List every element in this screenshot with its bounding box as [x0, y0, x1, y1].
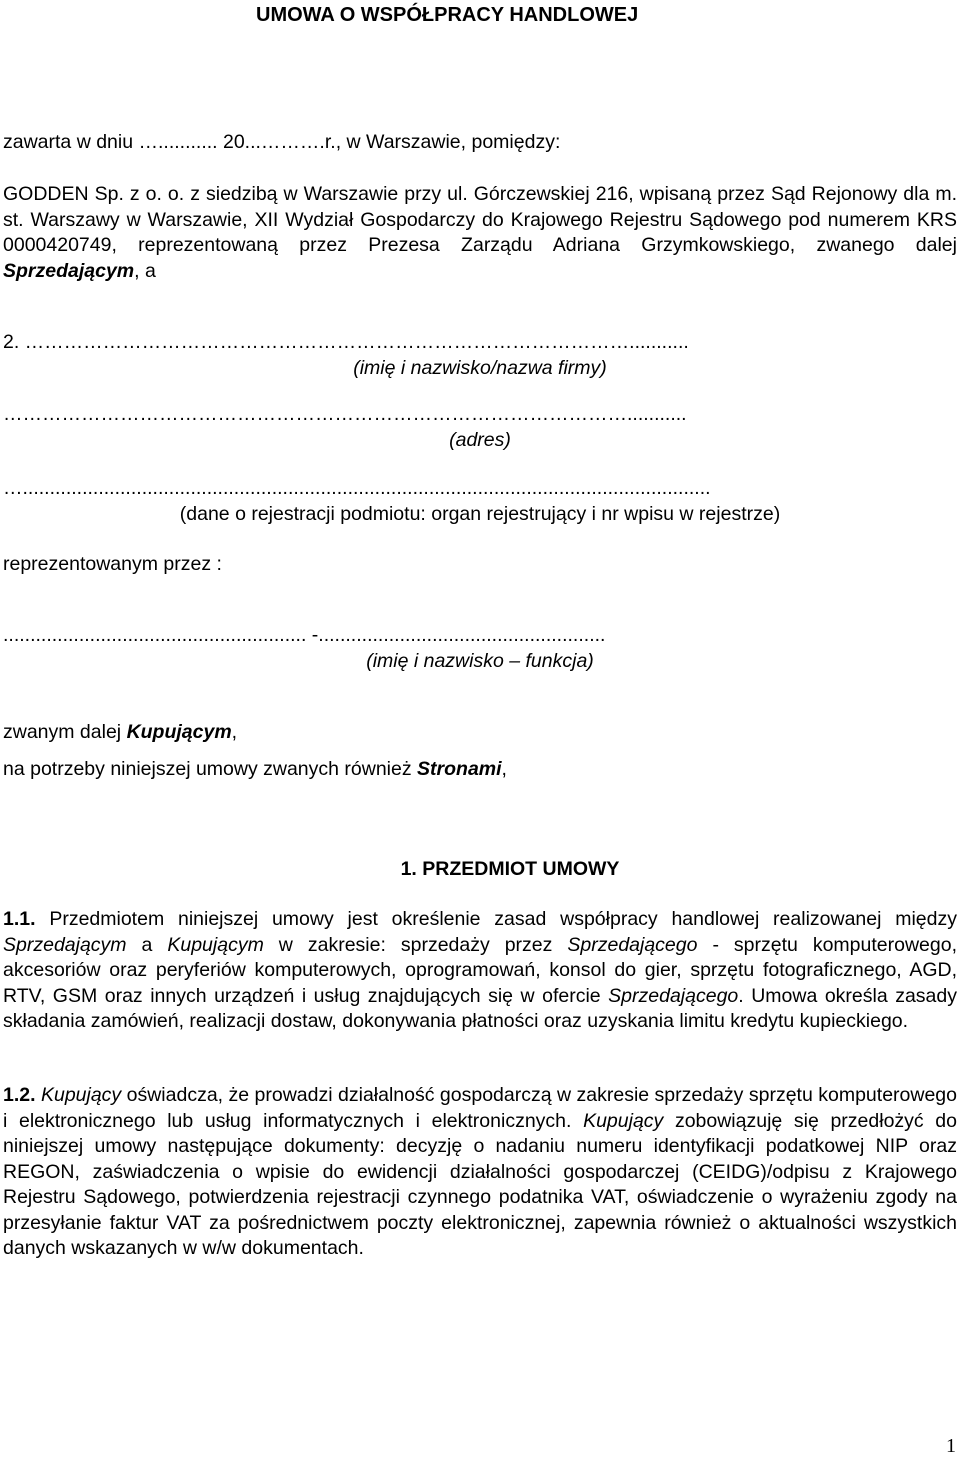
seller-text: GODDEN Sp. z o. o. z siedzibą w Warszawie przy ul. Górczewskiej 216, wpisaną przez Sąd Rejonowy dla m. st. Warszawy w Warszawie, XII Wydział Gospodarczy do Krajowego Rejestru Sądowego pod numerem KRS 0000420749, reprezentowaną przez Prezesa Zarządu Adriana Grzymkowskiego, zwanego dalej	[3, 183, 957, 256]
parties-label-end: ,	[501, 758, 507, 780]
section-heading: 1. PRZEDMIOT UMOWY	[400, 858, 620, 880]
clause-number: 1.1.	[3, 908, 36, 930]
party-name: Sprzedającego	[608, 984, 739, 1007]
intro-line: zawarta w dniu …........... 20...……….r., w Warszawie, pomiędzy:	[3, 131, 561, 153]
clause-text: oświadcza, że prowadzi działalność gospodarczą w zakresie sprzedaży sprzętu komputerowego i elektronicznego lub usług informatycznych i elektronicznych.	[3, 1084, 957, 1132]
party-name: Kupujący	[40, 1084, 122, 1106]
document-page	[3, 0, 957, 1459]
buyer-label-end: ,	[231, 721, 238, 743]
buyer-name-line: 2. …………………………………………………………………………………...........	[3, 331, 689, 353]
buyer-role: Kupującym	[126, 721, 232, 743]
party-name: Sprzedającego	[567, 933, 698, 956]
parties-label-line	[3, 757, 957, 783]
seller-text-end: , a	[134, 259, 156, 282]
buyer-address-line: ……………………………………………………………………………………...........	[3, 403, 687, 425]
clause-text: . Umowa określa zasady składania zamówień, realizacji dostaw, dokonywania płatności oraz uzyskania limitu kredytu kupieckiego.	[3, 984, 957, 1032]
buyer-label-text: zwanym dalej	[3, 721, 127, 743]
clause-text: a	[126, 933, 168, 956]
representative-line: ........................................................ -.....................................................	[3, 624, 606, 646]
buyer-address-caption: (adres)	[449, 429, 511, 451]
buyer-registration-line: …...............................................................................................................................	[3, 477, 711, 499]
page-number: 1	[946, 1435, 956, 1457]
clause-text: - sprzętu komputerowego, akcesoriów oraz peryferiów komputerowych, oprogramowań, konsol do gier, sprzętu fotograficznego, AGD, RTV, GSM oraz innych urządzeń i usług znajdujących się w ofercie	[3, 933, 957, 1007]
document-title: UMOWA O WSPÓŁPRACY HANDLOWEJ	[256, 4, 639, 26]
seller-paragraph	[3, 182, 957, 284]
representative-caption: (imię i nazwisko – funkcja)	[366, 650, 594, 672]
parties-label-text: na potrzeby niniejszej umowy zwanych również	[3, 758, 418, 780]
clause-number: 1.2.	[3, 1084, 36, 1106]
clause-1-2	[3, 1083, 957, 1262]
clause-1-1	[3, 907, 957, 1035]
buyer-name-caption: (imię i nazwisko/nazwa firmy)	[353, 357, 607, 379]
clause-text: zobowiązuję się przedłożyć do niniejszej umowy następujące dokumenty: decyzję o nadaniu numeru identyfikacji podatkowej NIP oraz REGON, zaświadczenia o wpisie do ewidencji działalności gospodarczej (CEIDG)/odpisu z Krajowego Rejestru Sądowego, potwierdzenia rejestracji czynnego podatnika VAT, oświadczenie o wyrażeniu zgody na przesyłanie faktur VAT za pośrednictwem poczty elektronicznej, zapewnia również o aktualności wszystkich danych wskazanych w w/w dokumentach.	[3, 1109, 957, 1259]
party-name: Sprzedającym	[3, 933, 127, 956]
seller-role: Sprzedającym	[3, 259, 135, 282]
represented-by-label: reprezentowanym przez :	[3, 553, 222, 575]
parties-role: Stronami	[417, 758, 502, 780]
clause-text: Przedmiotem niniejszej umowy jest określenie zasad współpracy handlowej realizowanej między	[35, 908, 957, 930]
buyer-registration-caption: (dane o rejestracji podmiotu: organ rejestrujący i nr wpisu w rejestrze)	[179, 503, 781, 525]
buyer-label-line	[3, 720, 957, 746]
party-name: Kupujący	[583, 1109, 664, 1132]
party-name: Kupującym	[167, 933, 264, 956]
clause-text: w zakresie: sprzedaży przez	[263, 933, 568, 956]
